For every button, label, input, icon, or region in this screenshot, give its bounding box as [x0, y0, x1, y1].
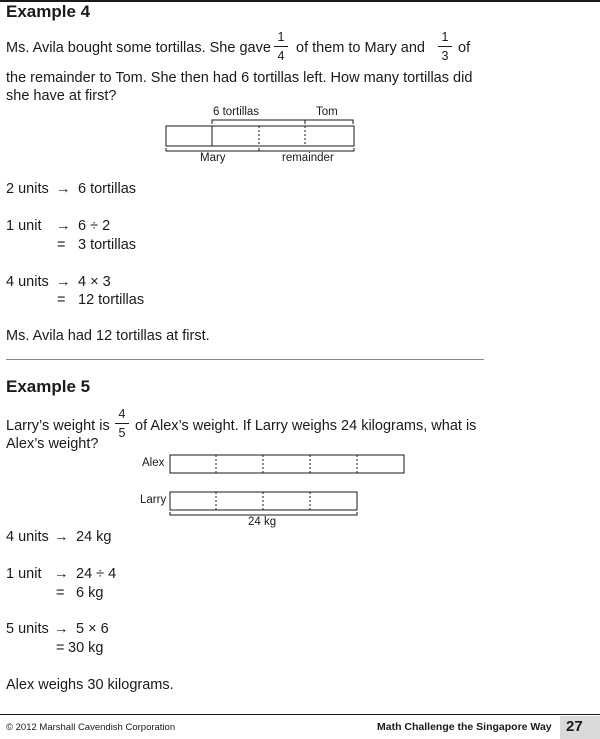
- alex-bar: [170, 455, 404, 473]
- equals-sign: =: [56, 585, 65, 601]
- example5-heading: Example 5: [6, 377, 91, 396]
- example4-problem-part3: of: [458, 40, 471, 56]
- footer-book-title: Math Challenge the Singapore Way: [377, 721, 552, 733]
- example4-step2-result: 3 tortillas: [78, 237, 137, 253]
- example5-answer: Alex weighs 30 kilograms.: [6, 677, 174, 693]
- arrow-icon: →: [54, 566, 69, 582]
- equals-sign: =: [57, 292, 66, 308]
- example5-problem-part2: of Alex’s weight. If Larry weighs 24 kilograms, what is: [135, 418, 477, 434]
- fraction-numerator: 1: [277, 30, 285, 44]
- example4-step3-rhs: 4 × 3: [78, 274, 111, 290]
- brace-tom: [305, 120, 353, 124]
- equals-sign: =: [56, 640, 65, 656]
- fraction-numerator: 1: [441, 30, 449, 44]
- arrow-icon: →: [56, 218, 71, 234]
- brace-six-tortillas: [212, 120, 305, 124]
- fraction-denominator: 4: [277, 49, 285, 63]
- section-divider: [6, 359, 484, 360]
- example4-step2-lhs: 1 unit: [6, 218, 42, 234]
- example4-heading: Example 4: [6, 2, 91, 21]
- example4-answer: Ms. Avila had 12 tortillas at first.: [6, 328, 210, 344]
- fraction-numerator: 4: [118, 407, 126, 421]
- example5-fraction-four-fifths: [115, 407, 129, 440]
- example5-step3-result: 30 kg: [68, 640, 104, 656]
- example4-problem-line3: she have at first?: [6, 88, 117, 104]
- fraction-bar: [115, 423, 129, 424]
- label-24-kg: 24 kg: [248, 516, 277, 528]
- arrow-icon: →: [54, 621, 69, 637]
- brace-remainder: [259, 148, 354, 151]
- example5-step1-rhs: 24 kg: [76, 529, 112, 545]
- arrow-icon: →: [56, 274, 71, 290]
- label-alex: Alex: [142, 457, 165, 469]
- label-larry: Larry: [140, 494, 167, 506]
- example5-step2-result: 6 kg: [76, 585, 104, 601]
- example5-problem-line2: Alex’s weight?: [6, 436, 99, 452]
- brace-mary: [166, 148, 259, 151]
- label-tom: Tom: [316, 106, 338, 118]
- fraction-denominator: 3: [441, 49, 449, 63]
- arrow-icon: →: [54, 529, 69, 545]
- example4-step1-rhs: 6 tortillas: [78, 181, 137, 197]
- example5-step3-rhs: 5 × 6: [76, 621, 109, 637]
- label-six-tortillas: 6 tortillas: [213, 106, 260, 118]
- equals-sign: =: [57, 237, 66, 253]
- tortilla-bar: [166, 126, 354, 146]
- example4-step3-result: 12 tortillas: [78, 292, 145, 308]
- example5-step2-lhs: 1 unit: [6, 566, 42, 582]
- example4-problem-line2: the remainder to Tom. She then had 6 tortillas left. How many tortillas did: [6, 70, 473, 86]
- example5-problem-part1: Larry’s weight is: [6, 418, 110, 434]
- example5-step2-rhs: 24 ÷ 4: [76, 566, 117, 582]
- label-remainder: remainder: [282, 152, 334, 164]
- footer-divider: [0, 714, 600, 715]
- label-mary: Mary: [200, 152, 226, 164]
- fraction-denominator: 5: [118, 426, 126, 440]
- example4-step3-lhs: 4 units: [6, 274, 49, 290]
- example4-problem-part1: Ms. Avila bought some tortillas. She gave: [6, 40, 271, 56]
- example4-problem-part2: of them to Mary and: [296, 40, 425, 56]
- example5-step1-lhs: 4 units: [6, 529, 49, 545]
- example4-step2-rhs: 6 ÷ 2: [78, 218, 111, 234]
- footer-copyright: © 2012 Marshall Cavendish Corporation: [6, 722, 176, 733]
- example4-step1-lhs: 2 units: [6, 181, 49, 197]
- page-number: 27: [566, 718, 583, 735]
- example5-step3-lhs: 5 units: [6, 621, 49, 637]
- brace-larry-weight: [170, 512, 357, 515]
- arrow-icon: →: [56, 181, 71, 197]
